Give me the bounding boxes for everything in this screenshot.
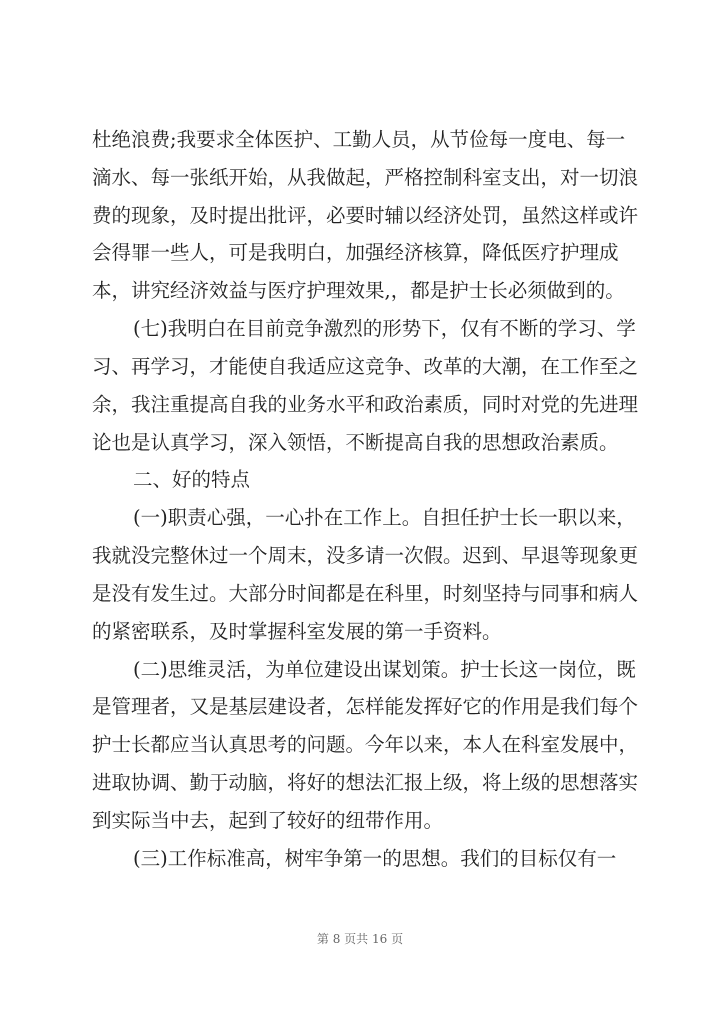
text-line-5: 本，讲究经济效益与医疗护理效果,，都是护士长必须做到的。: [92, 279, 625, 302]
text-line-2: 滴水、每一张纸开始，从我做起，严格控制科室支出，对一切浪: [92, 166, 639, 189]
text-line-1: 杜绝浪费;我要求全体医护、工勤人员，从节俭每一度电、每一: [92, 128, 626, 151]
text-line-3: 费的现象，及时提出批评，必要时辅以经济处罚，虽然这样或许: [92, 204, 639, 227]
page-footer: 第 8 页共 16 页: [316, 932, 404, 946]
text-line-6: (七)我明白在目前竞争激烈的形势下，仅有不断的学习、学: [133, 317, 636, 340]
text-line-11: (一)职责心强，一心扑在工作上。自担任护士长一职以来，: [133, 506, 636, 529]
text-line-4: 会得罪一些人，可是我明白，加强经济核算，降低医疗护理成: [92, 241, 619, 264]
section-heading: 二、好的特点: [133, 468, 251, 491]
text-line-12: 我就没完整休过一个周末，没多请一次假。迟到、早退等现象更: [92, 544, 639, 567]
text-line-19: 到实际当中去，起到了较好的纽带作用。: [92, 809, 444, 832]
text-line-20: (三)工作标准高，树牢争第一的思想。我们的目标仅有一: [133, 847, 617, 870]
text-line-17: 护士长都应当认真思考的问题。今年以来，本人在科室发展中，: [92, 733, 639, 756]
text-line-16: 是管理者，又是基层建设者，怎样能发挥好它的作用是我们每个: [92, 695, 639, 718]
text-line-7: 习、再学习，才能使自我适应这竞争、改革的大潮，在工作至之: [92, 355, 639, 378]
text-line-18: 进取协调、勤于动脑，将好的想法汇报上级，将上级的思想落实: [92, 771, 639, 794]
text-line-15: (二)思维灵活，为单位建设出谋划策。护士长这一岗位，既: [133, 658, 636, 681]
text-line-14: 的紧密联系，及时掌握科室发展的第一手资料。: [92, 620, 502, 643]
text-line-13: 是没有发生过。大部分时间都是在科里，时刻坚持与同事和病人: [92, 582, 639, 605]
text-line-8: 余，我注重提高自我的业务水平和政治素质，同时对党的先进理: [92, 393, 639, 416]
text-line-9: 论也是认真学习，深入领悟，不断提高自我的思想政治素质。: [92, 431, 619, 454]
